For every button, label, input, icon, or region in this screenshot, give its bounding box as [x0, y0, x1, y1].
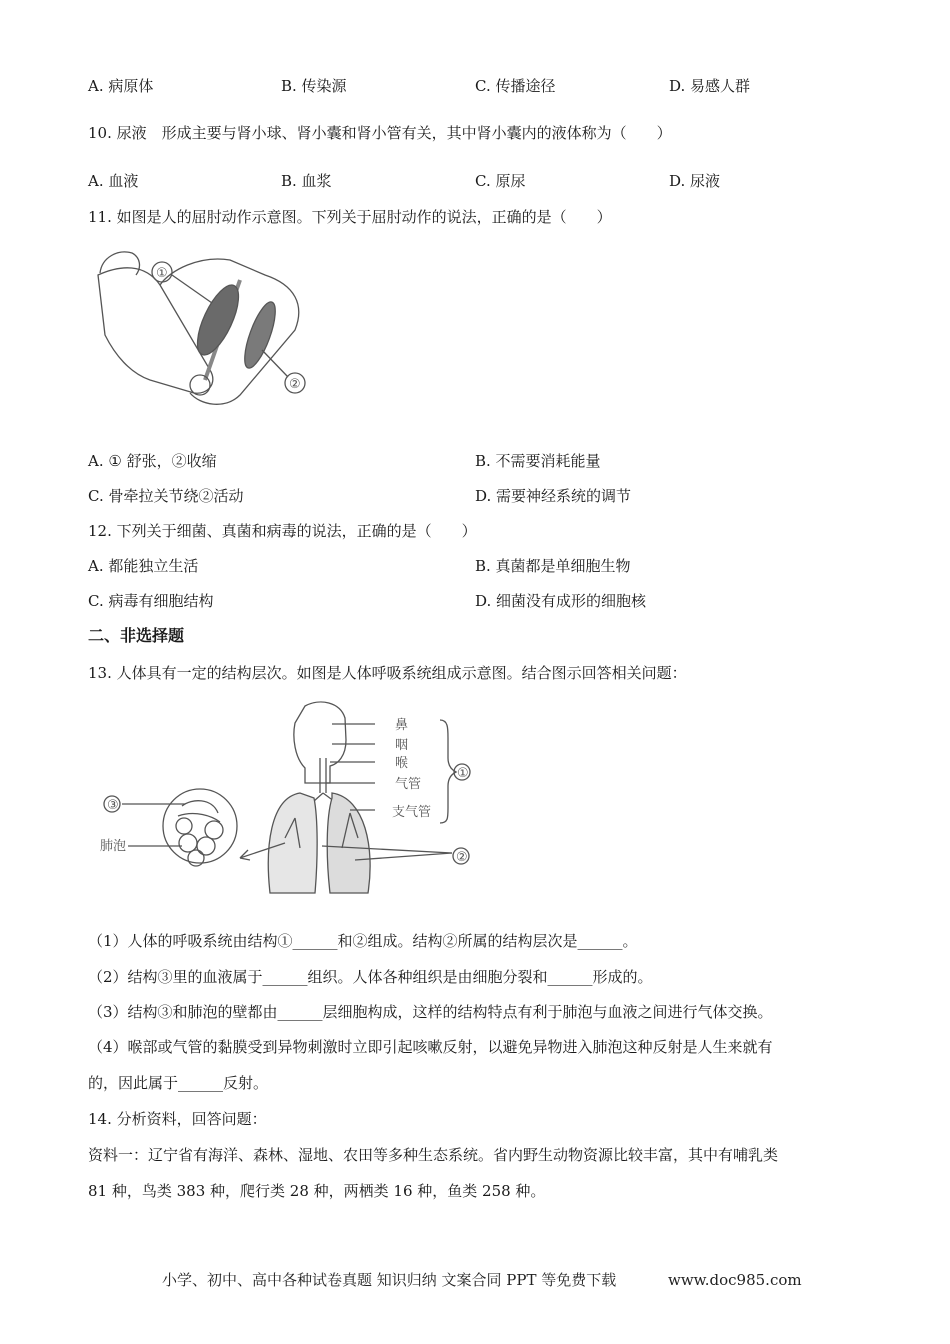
q9-option-c: C. 传播途径 [475, 77, 556, 95]
muscle-label-2: ② [289, 377, 301, 392]
label-pharynx: 咽 [395, 738, 409, 753]
footer-url[interactable]: www.doc985.com [668, 1271, 802, 1289]
q13-part-4: （4）喉部或气管的黏膜受到异物刺激时立即引起咳嗽反射，以避免异物进入肺泡这种反射是人生来就有 [88, 1038, 773, 1056]
q13-stem: 13. 人体具有一定的结构层次。如图是人体呼吸系统组成示意图。结合图示回答相关问题： [88, 664, 687, 682]
q9-option-b: B. 传染源 [281, 77, 347, 95]
elbow-flexion-figure [90, 245, 315, 420]
q10-option-c: C. 原尿 [475, 172, 526, 190]
q10-option-a: A. 血液 [88, 172, 139, 190]
q13-part-1: （1）人体的呼吸系统由结构①______和②组成。结构②所属的结构层次是______。 [88, 932, 638, 950]
q9-options [88, 76, 868, 96]
q9-option-d: D. 易感人群 [669, 77, 751, 95]
q11-option-c: C. 骨牵拉关节绕②活动 [88, 487, 244, 505]
label-3: ③ [107, 798, 119, 813]
label-trachea: 气管 [395, 777, 422, 792]
label-bronchi: 支气管 [392, 805, 432, 820]
muscle-label-1: ① [156, 266, 168, 281]
q12-option-d: D. 细菌没有成形的细胞核 [475, 592, 647, 610]
q10-options [88, 171, 868, 191]
q13-part-2: （2）结构③里的血液属于______组织。人体各种组织是由细胞分裂和______形成的。 [88, 968, 653, 986]
q13-part-4-cont: 的，因此属于______反射。 [88, 1074, 269, 1092]
q14-material1-line1: 资料一：辽宁省有海洋、森林、湿地、农田等多种生态系统。省内野生动物资源比较丰富，其中有哺乳类 [88, 1146, 779, 1164]
q12-option-a: A. 都能独立生活 [88, 557, 199, 575]
q9-option-a: A. 病原体 [88, 77, 154, 95]
q11-options-row2 [88, 486, 868, 506]
label-larynx: 喉 [395, 756, 409, 771]
q11-options-row1 [88, 451, 868, 471]
q10-option-b: B. 血浆 [281, 172, 332, 190]
q12-option-c: C. 病毒有细胞结构 [88, 592, 214, 610]
label-alveoli: 肺泡 [100, 839, 127, 854]
q11-stem: 11. 如图是人的屈肘动作示意图。下列关于屈肘动作的说法，正确的是（ ） [88, 208, 612, 226]
respiratory-system-figure [100, 698, 480, 908]
q12-options-row1 [88, 556, 868, 576]
q14-stem: 14. 分析资料，回答问题： [88, 1110, 267, 1128]
q11-option-a: A. ① 舒张，②收缩 [88, 452, 217, 470]
q10-stem: 10. 尿液 形成主要与肾小球、肾小囊和肾小管有关，其中肾小囊内的液体称为（ ） [88, 124, 672, 142]
q12-option-b: B. 真菌都是单细胞生物 [475, 557, 631, 575]
q11-option-d: D. 需要神经系统的调节 [475, 487, 632, 505]
q11-option-b: B. 不需要消耗能量 [475, 452, 601, 470]
footer-text: 小学、初中、高中各种试卷真题 知识归纳 文案合同 PPT 等免费下载 [162, 1271, 617, 1289]
label-nose: 鼻 [395, 718, 409, 733]
section-title: 二、非选择题 [88, 626, 185, 645]
q14-material1-line2: 81 种，鸟类 383 种，爬行类 28 种，两栖类 16 种，鱼类 258 种。 [88, 1182, 546, 1200]
q12-stem: 12. 下列关于细菌、真菌和病毒的说法，正确的是（ ） [88, 522, 477, 540]
label-1: ① [457, 766, 469, 781]
q12-options-row2 [88, 591, 868, 611]
q13-part-3: （3）结构③和肺泡的壁都由______层细胞构成，这样的结构特点有利于肺泡与血液之间进行气体交换。 [88, 1003, 773, 1021]
label-2: ② [456, 850, 468, 865]
q10-option-d: D. 尿液 [669, 172, 721, 190]
